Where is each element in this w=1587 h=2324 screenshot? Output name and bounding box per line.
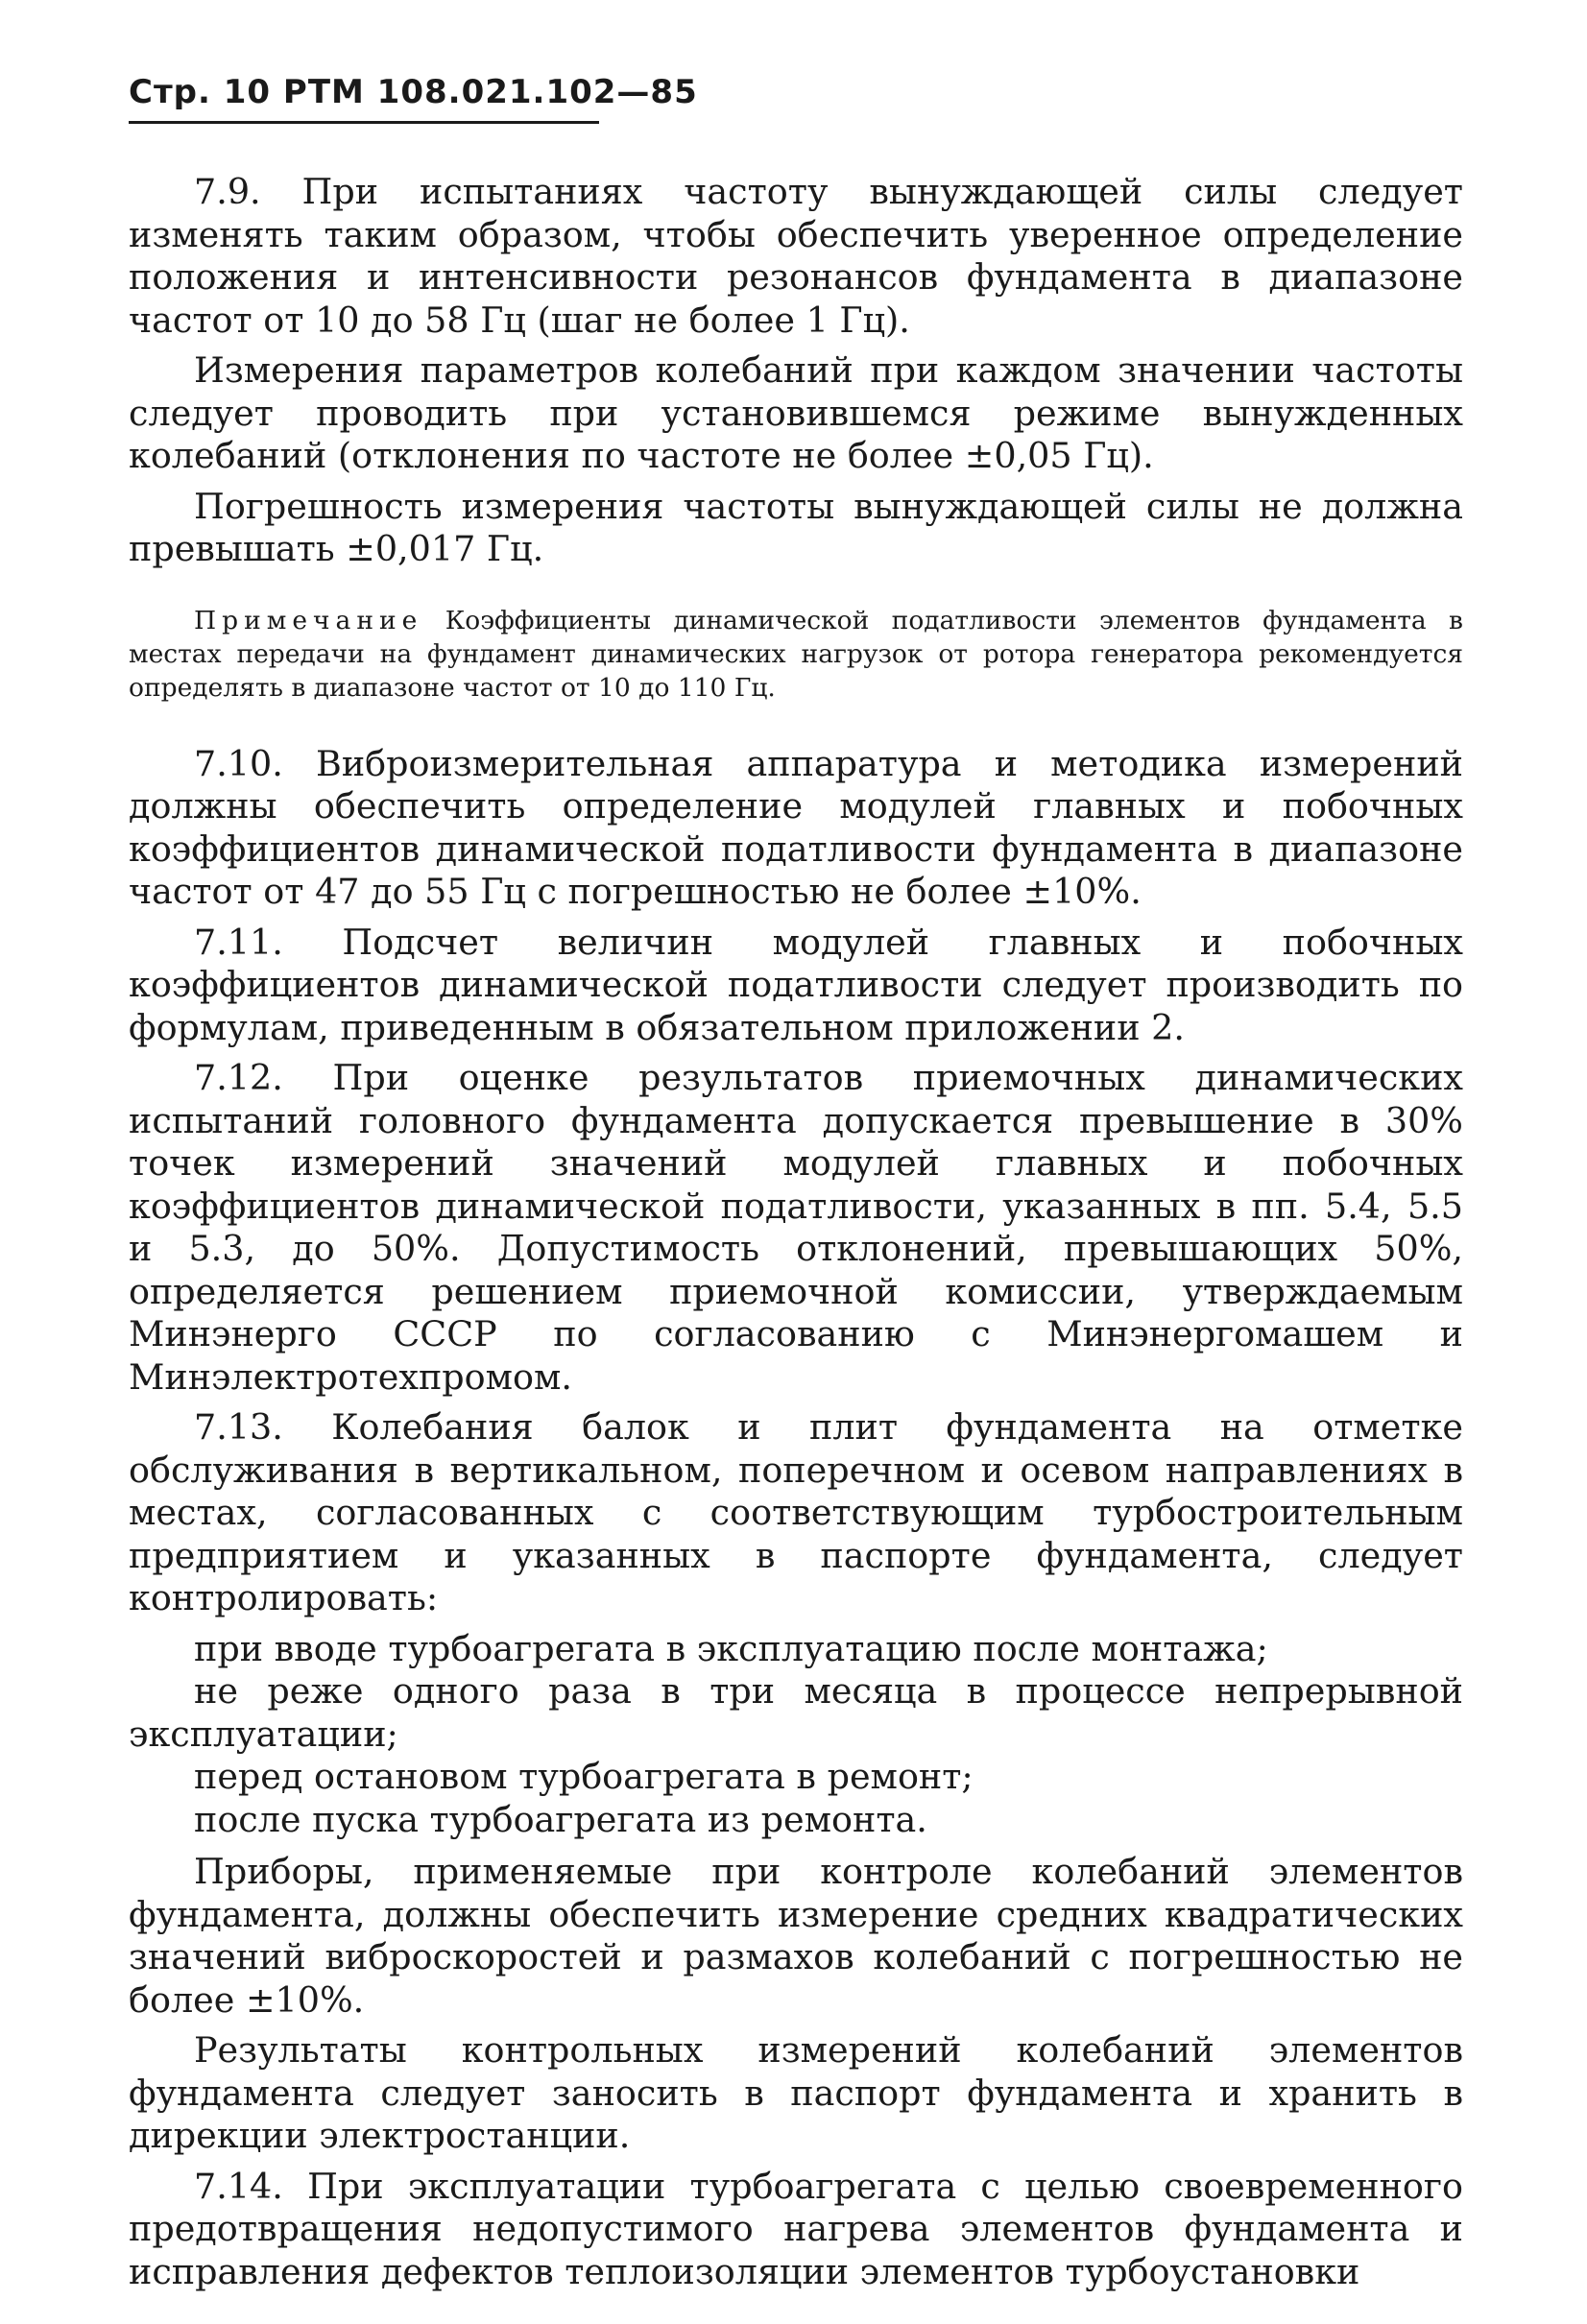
list-item: после пуска турбоагрегата из ремонта.	[194, 1798, 927, 1840]
list-item: не реже одного раза в три месяца в процессе непрерывной эксплуатации;	[129, 1670, 1463, 1755]
list-item: перед остановом турбоагрегата в ремонт;	[194, 1756, 974, 1797]
page-header: Стр. 10 РТМ 108.021.102—85	[129, 73, 698, 111]
paragraph-instruments: Приборы, применяемые при контроле колебаний элементов фундамента, должны обеспечить измерение средних квадратических значений виброскоростей и размахов колебаний с погрешностью не более ±10%.	[129, 1851, 1463, 2021]
paragraph-7-14: 7.14. При эксплуатации турбоагрегата с целью своевременного предотвращения недопустимого нагрева элементов фундамента и исправления дефектов теплоизоляции элементов турбоустановки	[129, 2165, 1463, 2292]
paragraph-7-12: 7.12. При оценке результатов приемочных динамических испытаний головного фундамента допускается превышение в 30% точек измерений значений модулей главных и побочных коэффициентов динамической податливости, указанных в пп. 5.4, 5.5 и 5.3, до 50%. Допустимость отклонений, превышающих 50%, определяется решением приемочной комиссии, утверждаемым Минэнерго СССР по согласованию с Минэнергомашем и Минэлектротехпромом.	[129, 1057, 1463, 1398]
paragraph-7-13: 7.13. Колебания балок и плит фундамента на отметке обслуживания в вертикальном, поперечном и осевом направлениях в местах, согласованных с соответствующим турбостроительным предприятием и указанных в паспорте фундамента, следует контролировать:	[129, 1406, 1463, 1618]
paragraph-results: Результаты контрольных измерений колебаний элементов фундамента следует заносить в паспорт фундамента и хранить в дирекции электростанции.	[129, 2029, 1463, 2156]
note-text: Коэффициенты динамической податливости элементов фундамента в местах передачи на фундамент динамических нагрузок от ротора генератора рекомендуется определять в диапазоне частот от 10 до 110 Гц.	[129, 605, 1463, 703]
note	[129, 604, 1463, 705]
note-label: Примечание	[194, 605, 423, 635]
paragraph-7-9: 7.9. При испытаниях частоту вынуждающей силы следует изменять таким образом, чтобы обеспечить уверенное определение положения и интенсивности резонансов фундамента в диапазоне частот от 10 до 58 Гц (шаг не более 1 Гц).	[129, 171, 1463, 341]
paragraph-7-11: 7.11. Подсчет величин модулей главных и побочных коэффициентов динамической податливости следует производить по формулам, приведенным в обязательном приложении 2.	[129, 921, 1463, 1048]
document-body	[129, 171, 1463, 2301]
paragraph-error: Погрешность измерения частоты вынуждающей силы не должна превышать ±0,017 Гц.	[129, 485, 1463, 569]
header-rule	[129, 121, 599, 124]
paragraph-measurements: Измерения параметров колебаний при каждом значении частоты следует проводить при установившемся режиме вынужденных колебаний (отклонения по частоте не более ±0,05 Гц).	[129, 349, 1463, 476]
paragraph-7-10: 7.10. Виброизмерительная аппаратура и методика измерений должны обеспечить определение модулей главных и побочных коэффициентов динамической податливости фундамента в диапазоне частот от 47 до 55 Гц с погрешностью не более ±10%.	[129, 742, 1463, 912]
list-item: при вводе турбоагрегата в эксплуатацию после монтажа;	[194, 1627, 1268, 1669]
